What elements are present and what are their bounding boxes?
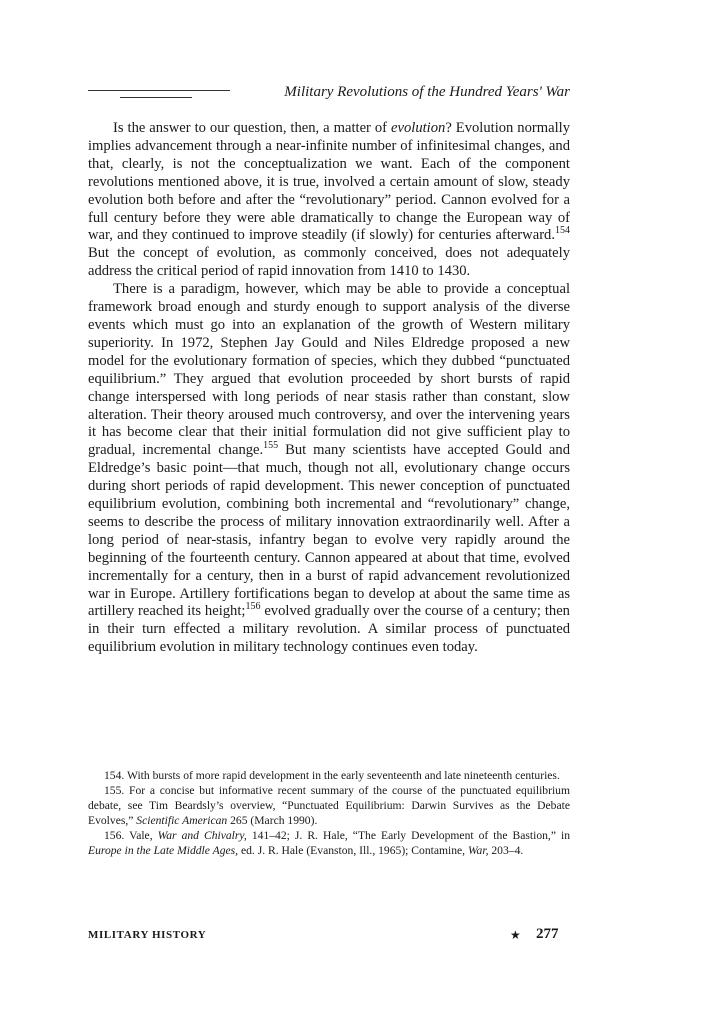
emphasis: Scientific American: [136, 814, 228, 827]
footnote-marker: 155: [263, 440, 279, 452]
paragraph-1: [88, 120, 570, 281]
journal-name: MILITARY HISTORY: [88, 929, 207, 941]
text-span: evolved gradually over the course of a century; then in their turn effected a military revolution. A similar process of punctuated equilibrium evolution in military technology continues even today.: [88, 603, 570, 656]
text-span: 141–42; J. R. Hale, “The Early Development of the Bastion,” in: [246, 829, 571, 842]
emphasis: Europe in the Late Middle Ages,: [88, 844, 239, 857]
star-icon: ★: [510, 928, 521, 942]
running-head: Military Revolutions of the Hundred Years' War: [284, 84, 570, 100]
text-span: But the concept of evolution, as commonly conceived, does not adequately address the critical period of rapid innovation from 1410 to 1430.: [88, 245, 570, 280]
text-span: There is a paradigm, however, which may be able to provide a conceptual framework broad enough and sturdy enough to support analysis of the diverse events which must go into an explanation of the growth of Western military superiority. In 1972, Stephen Jay Gould and Niles Eldredge proposed a new model for the evolutionary formation of species, which they dubbed “punctuated equilibrium.” They argued that evolution proceeded by short bursts of rapid change interspersed with long periods of near stasis rather than constant, slow alteration. Their theory aroused much controversy, and over the intervening years it has become clear that their initial formulation did not give sufficient play to gradual, incremental change.: [88, 281, 570, 459]
emphasis: War and Chivalry,: [157, 829, 247, 842]
footnote-154: 154. With bursts of more rapid development in the early seventeenth and late nineteenth centuries.: [104, 769, 560, 782]
page-number: 277: [536, 926, 559, 942]
text-span: 203–4.: [488, 844, 524, 857]
text-span: Is the answer to our question, then, a matter of: [113, 120, 392, 136]
text-span: 155. For a concise but informative recent summary of the course of the punctuated equilibrium debate, see Tim Beardsly’s overview, “Punctuated Equilibrium: Darwin Survives as the Debate Evolves,”: [88, 784, 570, 827]
text-span: 265 (March 1990).: [227, 814, 318, 827]
footnotes: [88, 768, 570, 858]
footnote-155: [88, 783, 570, 828]
text-span: 156. Vale,: [104, 829, 158, 842]
emphasis: evolution: [391, 120, 446, 136]
footnote-marker: 154: [555, 225, 570, 237]
emphasis: War,: [467, 844, 489, 857]
text-span: ? Evolution normally implies advancement through a near-infinite number of infinitesimal changes, and that, clearly, is not the conceptualization we want. Each of the component revolutions mentioned above, it is true, involved a certain amount of slow, steady evolution both before and after the “revolutionary” period. Cannon evolved for a full century before they were able dramatically to change the European way of war, and they continued to improve steadily (if slowly) for centuries afterward.: [88, 120, 570, 244]
body-text: [88, 120, 570, 657]
paragraph-2: [88, 281, 570, 657]
footnote-marker: 156: [245, 601, 261, 613]
text-span: ed. J. R. Hale (Evanston, Ill., 1965); Contamine,: [238, 844, 468, 857]
header-rule-short: [120, 97, 192, 98]
header-rule-long: [88, 90, 230, 91]
footnote-156: [88, 828, 570, 858]
text-span: But many scientists have accepted Gould and Eldredge’s basic point—that much, though not all, evolutionary change occurs during short periods of rapid development. This newer conception of punctuated equilibrium evolution, combining both incremental and “revolutionary” change, seems to describe the process of military innovation extraordinarily well. After a long period of near-stasis, infantry began to evolve very rapidly around the beginning of the fourteenth century. Cannon appeared at about that time, evolved incrementally for a century, then in a burst of rapid advancement revolutionized war in Europe. Artillery fortifications began to develop at about the same time as artillery reached its height;: [88, 442, 570, 620]
